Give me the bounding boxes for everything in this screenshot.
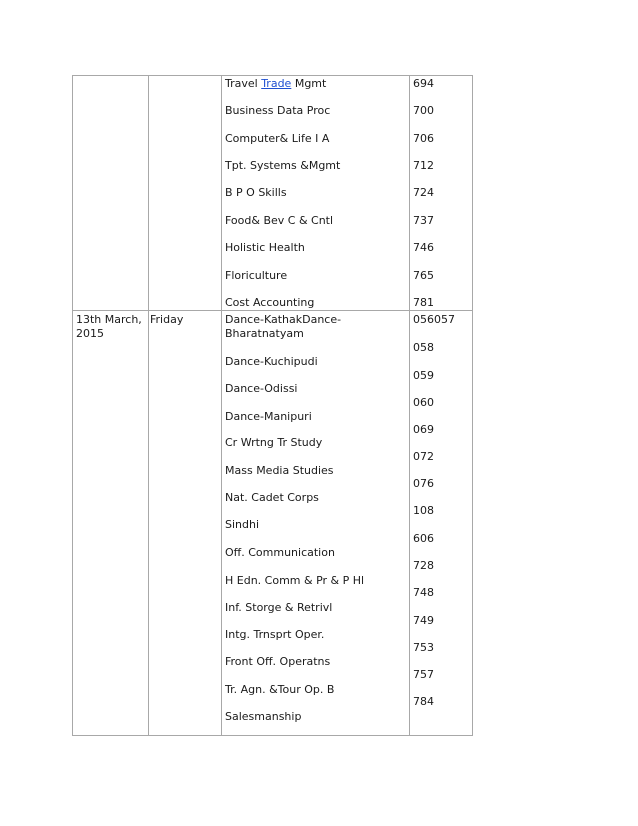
subject-name: Intg. Trnsprt Oper. xyxy=(225,628,325,641)
subject-code: 748 xyxy=(413,586,434,599)
subject-code: 056057 xyxy=(413,313,455,326)
subject-code: 737 xyxy=(413,214,434,227)
subject-name: Dance-Manipuri xyxy=(225,410,312,423)
subject-name xyxy=(225,296,314,310)
subject-name-text: Computer& Life I A xyxy=(225,132,330,145)
subject-code: 072 xyxy=(413,450,434,463)
subject-name: H Edn. Comm & Pr & P Hl xyxy=(225,574,365,587)
subject-code: 765 xyxy=(413,269,434,282)
column-divider xyxy=(409,76,410,735)
subject-code: 753 xyxy=(413,641,434,654)
column-divider xyxy=(148,76,149,735)
subject-name xyxy=(225,269,287,283)
subject-name-text: Floriculture xyxy=(225,269,288,282)
subject-name xyxy=(225,104,330,118)
subject-code: 746 xyxy=(413,241,434,254)
subject-name: Salesmanship xyxy=(225,710,302,723)
subject-name xyxy=(225,214,333,228)
subject-name xyxy=(225,132,329,146)
subject-code: 076 xyxy=(413,477,434,490)
subject-name: Mass Media Studies xyxy=(225,464,334,477)
subject-name xyxy=(225,186,287,200)
subject-name-text: Cost Accounting xyxy=(225,296,315,309)
subject-name: Dance-Odissi xyxy=(225,382,298,395)
subject-name: Sindhi xyxy=(225,518,260,531)
subject-code: 058 xyxy=(413,341,434,354)
day-cell: Friday xyxy=(150,313,184,326)
subject-name: Dance-Kuchipudi xyxy=(225,355,318,368)
subject-name: Off. Communication xyxy=(225,546,335,559)
subject-code: 749 xyxy=(413,614,434,627)
subject-code: 069 xyxy=(413,423,434,436)
subject-code: 606 xyxy=(413,532,434,545)
subject-name-text: B P O Skills xyxy=(225,186,287,199)
subject-name: Front Off. Operatns xyxy=(225,655,331,668)
subject-code: 060 xyxy=(413,396,434,409)
subject-name xyxy=(225,77,326,91)
subject-first-line1: Dance-KathakDance- xyxy=(225,313,342,326)
subject-name: Nat. Cadet Corps xyxy=(225,491,319,504)
subject-code: 728 xyxy=(413,559,434,572)
subject-name xyxy=(225,159,340,173)
subject-name: Inf. Storge & Retrivl xyxy=(225,601,333,614)
subject-code: 784 xyxy=(413,695,434,708)
subject-code: 108 xyxy=(413,504,434,517)
subject-name-text: Holistic Health xyxy=(225,241,305,254)
subject-code: 059 xyxy=(413,369,434,382)
subject-code: 706 xyxy=(413,132,434,145)
subject-name xyxy=(225,241,305,255)
subject-name-text: Mgmt xyxy=(291,77,327,90)
date-line1: 13th March, xyxy=(76,313,142,326)
subject-name-text: Business Data Proc xyxy=(225,104,331,117)
subject-code: 712 xyxy=(413,159,434,172)
subject-name-text: Travel xyxy=(225,77,262,90)
date-line2: 2015 xyxy=(76,327,104,340)
subject-code: 724 xyxy=(413,186,434,199)
subject-code: 757 xyxy=(413,668,434,681)
subject-code: 781 xyxy=(413,296,434,309)
subject-name: Tr. Agn. &Tour Op. B xyxy=(225,683,335,696)
subject-name-text: Tpt. Systems &Mgmt xyxy=(225,159,341,172)
subject-code: 694 xyxy=(413,77,434,90)
subject-first-line2: Bharatnatyam xyxy=(225,327,304,340)
subject-name: Cr Wrtng Tr Study xyxy=(225,436,323,449)
row-divider xyxy=(73,310,472,311)
subject-name-text: Food& Bev C & Cntl xyxy=(225,214,334,227)
column-divider xyxy=(221,76,222,735)
trade-link[interactable]: Trade xyxy=(261,77,292,90)
subject-code: 700 xyxy=(413,104,434,117)
